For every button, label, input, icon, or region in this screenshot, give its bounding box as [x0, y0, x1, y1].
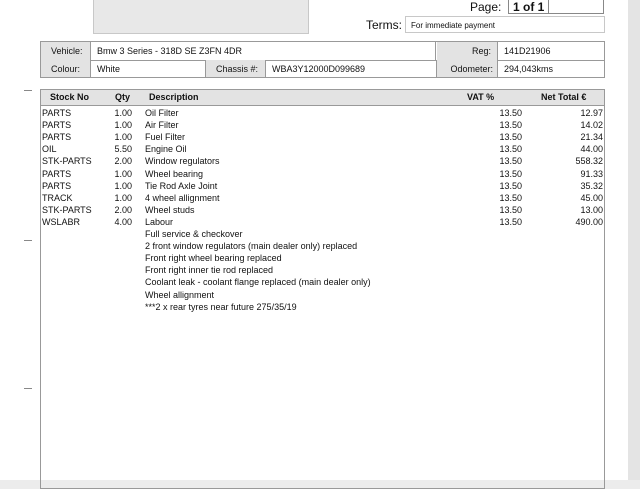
table-row: [41, 180, 604, 192]
table-row: [41, 131, 604, 143]
qty-cell: 1.00: [114, 180, 132, 191]
colour-row: [41, 60, 604, 77]
table-row: [41, 143, 604, 155]
table-row: [41, 155, 604, 167]
job-note-line: Wheel allignment: [145, 289, 215, 300]
description-cell: Wheel studs: [145, 204, 195, 215]
reg-label: Reg:: [437, 42, 498, 60]
stock-cell: STK-PARTS: [42, 204, 92, 215]
colour-value: White: [91, 60, 206, 77]
job-note-line: Coolant leak - coolant flange replaced (main dealer only): [145, 277, 371, 288]
vat-cell: 13.50: [499, 156, 522, 167]
col-stock-header: Stock No: [50, 92, 90, 102]
qty-cell: 1.00: [114, 168, 132, 179]
vehicle-label: Vehicle:: [41, 42, 91, 60]
job-note-line: Full service & checkover: [145, 229, 243, 239]
qty-cell: 1.00: [114, 120, 132, 131]
chassis-value: WBA3Y12000D099689: [266, 60, 437, 77]
colour-label: Colour:: [41, 60, 91, 77]
vat-cell: 13.50: [499, 180, 522, 191]
stock-cell: PARTS: [42, 120, 72, 131]
vat-cell: 13.50: [499, 120, 522, 131]
description-cell: Wheel bearing: [145, 168, 204, 179]
table-row: [41, 119, 604, 131]
margin-mark: [24, 90, 32, 91]
description-cell: Tie Rod Axle Joint: [145, 180, 218, 191]
terms-value: For immediate payment: [405, 16, 605, 33]
table-row: [41, 192, 604, 204]
stock-cell: PARTS: [42, 168, 72, 179]
table-row: [41, 107, 604, 119]
net-total-cell: 490.00: [575, 216, 603, 227]
net-total-cell: 44.00: [580, 144, 603, 155]
stock-cell: TRACK: [42, 192, 73, 203]
margin-mark: [24, 388, 32, 389]
net-total-cell: 21.34: [580, 132, 603, 143]
vehicle-value: Bmw 3 Series - 318D SE Z3FN 4DR: [91, 42, 436, 60]
description-cell: Window regulators: [145, 156, 220, 167]
job-note-line: Front right inner tie rod replaced: [145, 265, 274, 276]
col-qty-header: Qty: [115, 92, 131, 102]
col-vat-header: VAT %: [467, 92, 495, 102]
stock-cell: WSLABR: [42, 216, 81, 227]
net-total-cell: 12.97: [580, 108, 603, 118]
qty-cell: 1.00: [114, 132, 132, 143]
job-note-line: Front right wheel bearing replaced: [145, 253, 282, 264]
net-total-cell: 13.00: [580, 204, 603, 215]
vat-cell: 13.50: [499, 204, 522, 215]
viewer-background: [628, 0, 640, 480]
company-logo-box: [93, 0, 309, 34]
qty-cell: 2.00: [114, 156, 132, 167]
description-cell: Labour: [145, 216, 174, 227]
reg-value: 141D21906: [504, 46, 551, 56]
col-desc-header: Description: [149, 92, 199, 102]
vat-cell: 13.50: [499, 108, 522, 118]
stock-cell: PARTS: [42, 108, 72, 118]
vat-cell: 13.50: [499, 132, 522, 143]
page-number-box: 1 of 1: [508, 0, 604, 14]
margin-mark: [24, 240, 32, 241]
net-total-cell: 35.32: [580, 180, 603, 191]
odometer-value: 294,043kms: [504, 63, 554, 74]
description-cell: Engine Oil: [145, 144, 187, 155]
net-total-cell: 558.32: [575, 156, 603, 167]
net-total-cell: 91.33: [580, 168, 603, 179]
col-net-header: Net Total €: [541, 92, 587, 102]
invoice-lines-table: [40, 89, 605, 489]
vat-cell: 13.50: [499, 216, 522, 227]
job-note-line: ***2 x rear tyres near future 275/35/19: [145, 301, 297, 312]
vat-cell: 13.50: [499, 192, 522, 203]
table-row: [41, 204, 604, 216]
job-note-line: 2 front window regulators (main dealer only) replaced: [145, 241, 358, 252]
page-label: Page:: [470, 0, 502, 14]
stock-cell: PARTS: [42, 180, 72, 191]
qty-cell: 1.00: [114, 108, 132, 118]
chassis-label: Chassis #:: [206, 60, 266, 77]
description-cell: Fuel Filter: [145, 132, 186, 143]
vehicle-row: [41, 42, 604, 61]
description-cell: 4 wheel allignment: [145, 192, 220, 203]
description-cell: Air Filter: [145, 120, 179, 131]
stock-cell: STK-PARTS: [42, 156, 92, 167]
qty-cell: 2.00: [114, 204, 132, 215]
table-row: [41, 168, 604, 180]
table-header: [41, 90, 604, 106]
net-total-cell: 45.00: [580, 192, 603, 203]
vat-cell: 13.50: [499, 144, 522, 155]
qty-cell: 1.00: [114, 192, 132, 203]
stock-cell: OIL: [42, 144, 57, 155]
vat-cell: 13.50: [499, 168, 522, 179]
odometer-label: Odometer:: [437, 60, 498, 77]
stock-cell: PARTS: [42, 132, 72, 143]
qty-cell: 5.50: [114, 144, 132, 155]
page-box-divider: [548, 0, 549, 14]
qty-cell: 4.00: [114, 216, 132, 227]
net-total-cell: 14.02: [580, 120, 603, 131]
description-cell: Oil Filter: [145, 108, 179, 118]
terms-label: Terms:: [366, 18, 402, 32]
table-row: [41, 216, 604, 228]
vehicle-details-panel: [40, 41, 605, 78]
